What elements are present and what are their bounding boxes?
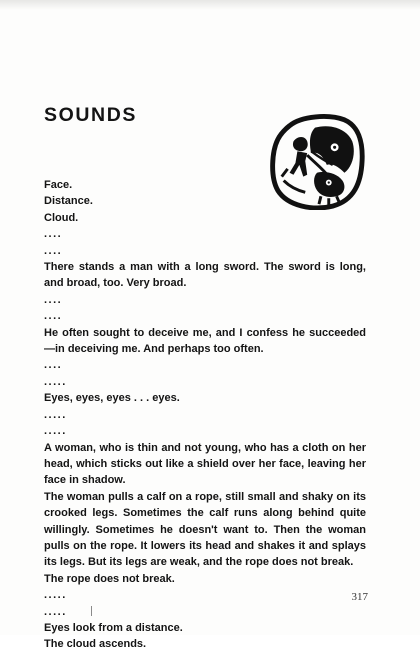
text-line: Face. [44, 179, 73, 191]
text-line: Distance. [44, 195, 93, 208]
text-line: Eyes, eyes, eyes . . . eyes. [44, 392, 180, 405]
text-line: Eyes look from a distance. [44, 621, 183, 634]
page-top-edge [0, 0, 420, 10]
ellipsis-line: ..... [44, 589, 67, 602]
ellipsis-line: .... [44, 293, 63, 306]
ellipsis-line: ..... [44, 425, 67, 438]
ellipsis-line: ..... [44, 605, 67, 618]
paragraph: The woman pulls a calf on a rope, still small and shaky on its crooked legs. Sometimes the calf runs along behind quite willingly. Sometimes he doesn't want to. Then the woman pulls on the rope. It lowers its head and shakes it and splays its legs. But its legs are weak, and the rope does not break. [44, 490, 366, 569]
ellipsis-line: ..... [44, 408, 67, 421]
ellipsis-line: .... [44, 310, 63, 323]
printer-mark [91, 606, 92, 616]
text-line: Cloud. [44, 211, 79, 224]
ellipsis-line: ..... [44, 375, 67, 388]
ellipsis-line: .... [44, 359, 63, 372]
page-number: 317 [351, 591, 368, 603]
chapter-title: SOUNDS [44, 104, 138, 126]
text-line: The rope does not break. [44, 572, 175, 585]
text-line: The cloud ascends. [44, 638, 147, 651]
ellipsis-line: .... [44, 244, 63, 257]
paragraph: There stands a man with a long sword. The sword is long, and broad, too. Very broad. [44, 261, 366, 290]
ellipsis-line: .... [44, 228, 63, 241]
paragraph: A woman, who is thin and not young, who has a cloth on her head, which sticks out like a shield over her face, leaving her face in shadow. [44, 441, 366, 487]
paragraph: He often sought to deceive me, and I confess he succeeded—in deceiving me. And perhaps too often. [44, 326, 366, 356]
poem-body [44, 177, 366, 653]
